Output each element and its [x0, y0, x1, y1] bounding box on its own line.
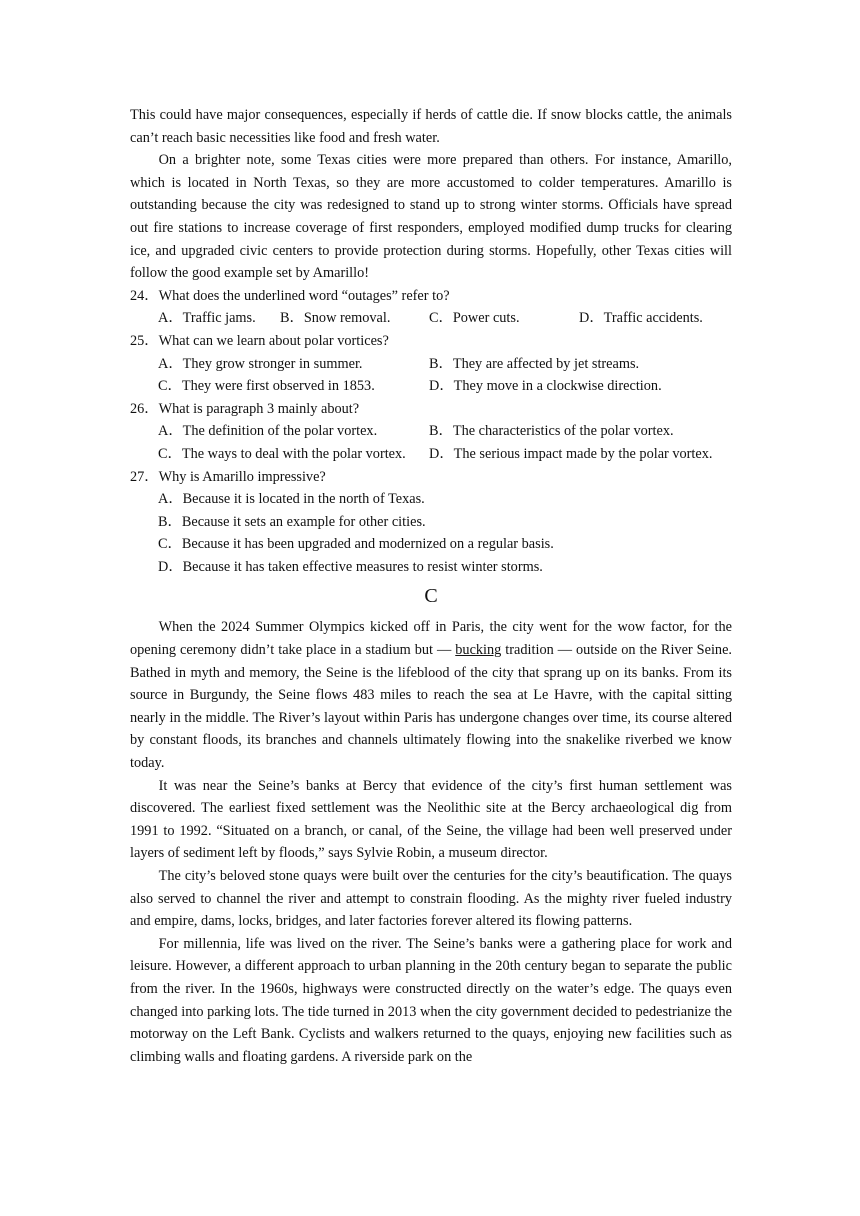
- question-27: [130, 466, 732, 579]
- option-c: C．The ways to deal with the polar vortex.: [158, 445, 406, 462]
- question-26: [130, 398, 732, 466]
- question-number: 27．: [130, 468, 159, 485]
- question-text: What is paragraph 3 mainly about?: [158, 400, 360, 417]
- question-number: 26．: [130, 400, 159, 417]
- question-number: 24．: [130, 287, 159, 304]
- option-a: A．They grow stronger in summer.: [158, 355, 363, 372]
- passage-b-paragraph-tail: This could have major consequences, especially if herds of cattle die. If snow blocks cattle, the animals can’t reach basic necessities like food and fresh water.: [130, 107, 732, 146]
- section-title: C: [424, 585, 438, 608]
- option-d: D．Traffic accidents.: [579, 310, 703, 327]
- question-stem: [130, 398, 732, 421]
- option-c: C．Because it has been upgraded and modernized on a regular basis.: [158, 536, 554, 553]
- question-stem: [130, 285, 732, 308]
- question-24: [130, 285, 732, 330]
- option-b: B．Snow removal.: [280, 310, 391, 327]
- question-stem: [130, 330, 732, 353]
- underlined-word: bucking: [455, 642, 502, 659]
- document-page: [130, 104, 732, 1068]
- paragraph-text: When the 2024 Summer Olympics kicked off in Paris, the city went for the wow factor, for the opening ceremony didn’t take place in a stadium but —: [130, 619, 732, 659]
- option-c: C．They were first observed in 1853.: [158, 378, 375, 395]
- option-b: B．Because it sets an example for other cities.: [158, 513, 426, 530]
- question-25: [130, 330, 732, 398]
- passage-c-paragraph-4: For millennia, life was lived on the river. The Seine’s banks were a gathering place for work and leisure. However, a different approach to urban planning in the 20th century began to separate the public from the river. In the 1960s, highways were constructed directly on the water’s edge. The quays even changed into parking lots. The tide turned in 2013 when the city government decided to pedestrianize the motorway on the Left Bank. Cyclists and walkers returned to the quays, enjoying new facilities such as climbing walls and floating gardens. A riverside park on the: [130, 935, 732, 1065]
- option-d: D．They move in a clockwise direction.: [429, 378, 662, 395]
- option-row: [130, 353, 732, 376]
- paragraph-text: tradition — outside on the River Seine. Bathed in myth and memory, the Seine is the lifeblood of the city that sprang up on its banks. From its source in Burgundy, the Seine flows 483 miles to reach the sea at Le Havre, with the capital sitting nearly in the middle. The River’s layout within Paris has undergone changes over time, its course altered by constant floods, its branches and channels ultimately flowing into the snakelike riverbed we know today.: [130, 642, 732, 772]
- passage-c-paragraph-3: The city’s beloved stone quays were built over the centuries for the city’s beautification. The quays also served to channel the river and attempt to constrain flooding. As the mighty river fueled industry and empire, dams, locks, bridges, and later factories forever altered its flowing patterns.: [130, 868, 732, 930]
- option-row: [130, 307, 732, 330]
- question-text: What does the underlined word “outages” refer to?: [158, 287, 450, 304]
- option-row: [130, 443, 732, 466]
- passage-b-paragraph-amarillo: On a brighter note, some Texas cities were more prepared than others. For instance, Amarillo, which is located in North Texas, so they are more accustomed to colder temperatures. Amarillo is outstanding because the city was redesigned to stand up to strong winter storms. Officials have spread out fire stations to increase coverage of first responders, employed modified dump trucks for clearing ice, and upgraded civic centers to provide protection during storms. Hopefully, other Texas cities will follow the good example set by Amarillo!: [130, 152, 732, 282]
- option-d: D．Because it has taken effective measures to resist winter storms.: [158, 558, 543, 575]
- passage-c-paragraph-2: It was near the Seine’s banks at Bercy that evidence of the city’s first human settlement was discovered. The earliest fixed settlement was the Neolithic site at the Bercy archaeological dig from 1991 to 1992. “Situated on a branch, or canal, of the Seine, the village had been well preserved under layers of sediment left by floods,” says Sylvie Robin, a museum director.: [130, 777, 732, 862]
- question-text: Why is Amarillo impressive?: [158, 468, 326, 485]
- question-stem: [130, 466, 732, 489]
- option-b: B．They are affected by jet streams.: [429, 355, 640, 372]
- passage-c-paragraph-1: [130, 616, 732, 774]
- option-d: D．The serious impact made by the polar vortex.: [429, 445, 713, 462]
- option-row: [130, 420, 732, 443]
- option-a: A．The definition of the polar vortex.: [158, 423, 378, 440]
- option-row: [130, 375, 732, 398]
- option-a: A．Traffic jams.: [158, 310, 256, 327]
- question-number: 25．: [130, 332, 159, 349]
- question-text: What can we learn about polar vortices?: [158, 332, 389, 349]
- option-b: B．The characteristics of the polar vortex.: [429, 423, 674, 440]
- option-c: C．Power cuts.: [429, 310, 520, 327]
- option-a: A．Because it is located in the north of Texas.: [158, 491, 425, 508]
